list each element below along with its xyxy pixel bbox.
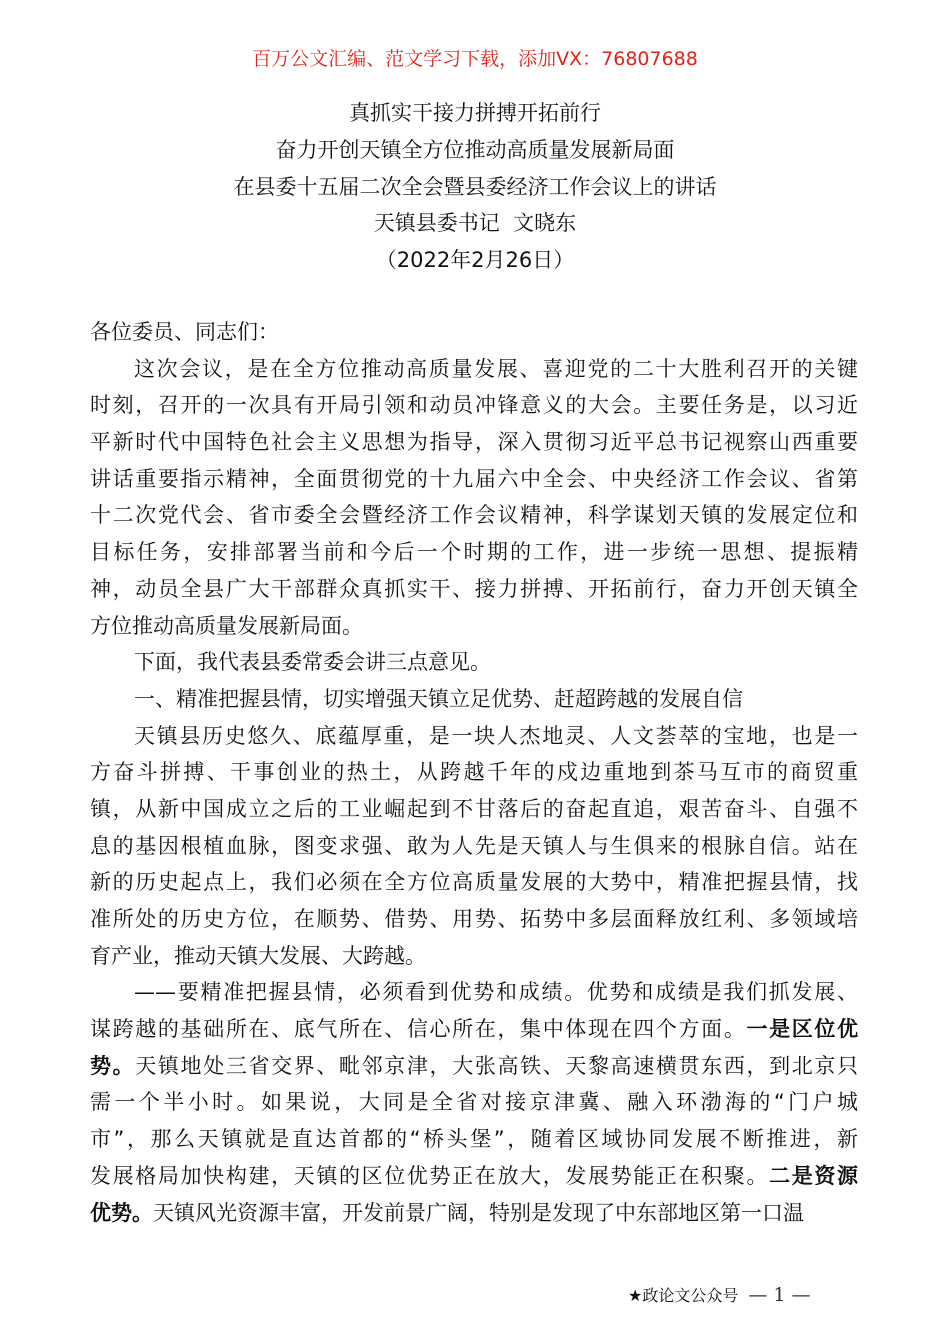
paragraph-line: 新的历史起点上，我们必须在全方位高质量发展的大势中，精准把握县情，找: [90, 870, 858, 895]
bold-run: 二是资源: [769, 1163, 859, 1188]
paragraph-line: 十二次党代会、省市委全会暨经济工作会议精神，科学谋划天镇的发展定位和: [90, 503, 858, 528]
paragraph-line: [90, 1158, 858, 1195]
paragraph-line: [90, 1048, 858, 1085]
date-line: （2022年2月26日）: [375, 248, 575, 273]
title-line-1: 真抓实干接力拼搏开拓前行: [349, 101, 601, 125]
paragraph-line: 方位推动高质量发展新局面。: [90, 613, 363, 638]
page-footer: [628, 1282, 811, 1309]
paragraph-line: 一、精准把握县情，切实增强天镇立足优势、赶超跨越的发展自信: [134, 686, 743, 711]
bold-run: 势。: [90, 1053, 136, 1078]
title-line-2: 奋力开创天镇全方位推动高质量发展新局面: [275, 137, 675, 162]
document-body: [90, 314, 858, 1231]
paragraph-line: 下面，我代表县委常委会讲三点意见。: [134, 650, 491, 675]
text-run: ——要精准把握县情，必须看到优势和成绩。优势和成绩是我们抓发展、: [134, 980, 858, 1005]
paragraph-line: 育产业，推动天镇大发展、大跨越。: [90, 943, 426, 968]
bold-run: 一是区位优: [746, 1017, 858, 1042]
paragraph-line: 息的基因根植血脉，图变求强、敢为人先是天镇人与生俱来的根脉自信。站在: [90, 833, 858, 858]
paragraph-line: [90, 1011, 858, 1048]
text-run: 天镇风光资源丰富，开发前景广阔，特别是发现了中东部地区第一口温: [153, 1200, 804, 1225]
bold-run: 优势。: [90, 1200, 153, 1225]
text-run: 谋跨越的基础所在、底气所在、信心所在，集中体现在四个方面。: [90, 1017, 747, 1042]
text-run: 需一个半小时。如果说，大同是全省对接京津冀、融入环渤海的“门户城: [90, 1090, 858, 1115]
paragraph-line: 准所处的历史方位，在顺势、借势、用势、拓势中多层面释放红利、多领域培: [90, 907, 858, 931]
paragraph-line: 平新时代中国特色社会主义思想为指导，深入贯彻习近平总书记视察山西重要: [90, 430, 858, 455]
text-run: 市”，那么天镇就是直达首都的“桥头堡”，随着区域协同发展不断推进，新: [90, 1127, 858, 1152]
text-run: 天镇地处三省交界、毗邻京津，大张高铁、天黎高速横贯东西，到北京只: [135, 1053, 859, 1078]
paragraph-line: [90, 974, 858, 1011]
paragraph-line: 时刻，召开的一次具有开局引领和动员冲锋意义的大会。主要任务是，以习近: [90, 393, 858, 418]
paragraph-line: 天镇县历史悠久、底蕴厚重，是一块人杰地灵、人文荟萃的宝地，也是一: [134, 723, 858, 748]
title-line-3: 在县委十五届二次全会暨县委经济工作会议上的讲话: [233, 174, 717, 199]
paragraph-line: 讲话重要指示精神，全面贯彻党的十九届六中全会、中央经济工作会议、省第: [90, 466, 858, 491]
paragraph-line: 方奋斗拼搏、干事创业的热土，从跨越千年的戍边重地到茶马互市的商贸重: [90, 760, 858, 785]
paragraph-line: [90, 1195, 858, 1232]
paragraph-line: [90, 1121, 858, 1158]
footer-source: ★政论文公众号: [628, 1286, 739, 1305]
paragraph-line: 镇，从新中国成立之后的工业崛起到不甘落后的奋起直追，艰苦奋斗、自强不: [90, 796, 858, 821]
paragraph-line: [90, 1084, 858, 1121]
text-run: 发展格局加快构建，天镇的区位优势正在放大，发展势能正在积聚。: [90, 1163, 770, 1188]
paragraph-line: 神，动员全县广大干部群众真抓实干、接力拼搏、开拓前行，奋力开创天镇全: [90, 576, 858, 601]
watermark-banner: 百万公文汇编、范文学习下载，添加VX：76807688: [252, 48, 698, 70]
document-title-block: [0, 95, 950, 279]
speaker-line: 天镇县委书记 文晓东: [373, 211, 577, 236]
salutation: 各位委员、同志们：: [90, 320, 279, 344]
paragraph-line: 目标任务，安排部署当前和今后一个时期的工作，进一步统一思想、提振精: [90, 540, 858, 565]
page-number: — 1 —: [748, 1284, 811, 1306]
paragraph-line: 这次会议，是在全方位推动高质量发展、喜迎党的二十大胜利召开的关键: [134, 356, 858, 381]
